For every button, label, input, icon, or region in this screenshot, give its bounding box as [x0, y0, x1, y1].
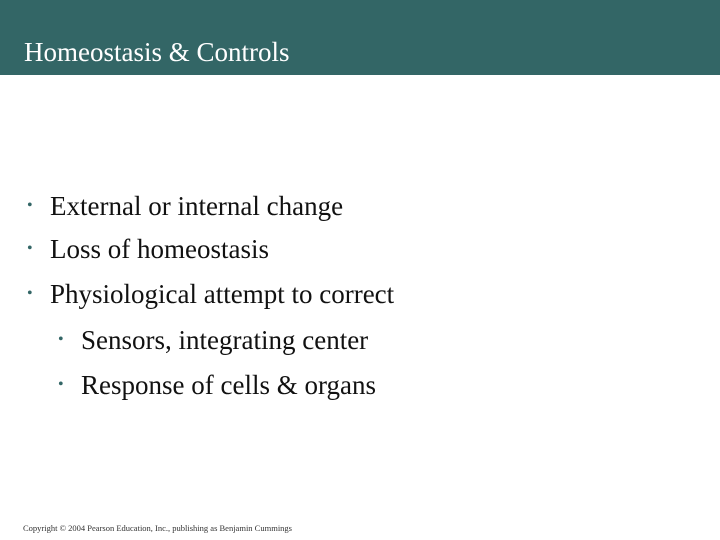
bullet-text: External or internal change — [50, 191, 344, 221]
bullet-text: Response of cells & organs — [81, 370, 376, 400]
bullet-text: Sensors, integrating center — [81, 325, 369, 355]
bullet-icon: • — [27, 240, 33, 257]
copyright-footer: Copyright © 2004 Pearson Education, Inc., publishing as Benjamin Cummings — [23, 523, 292, 533]
bullet-icon: • — [27, 197, 33, 214]
bullet-text: Physiological attempt to correct — [50, 279, 395, 309]
bullet-icon: • — [58, 331, 64, 348]
slide-title: Homeostasis & Controls — [24, 37, 290, 67]
bullet-icon: • — [27, 285, 33, 302]
bullet-text: Loss of homeostasis — [50, 234, 269, 264]
bullet-icon: • — [58, 376, 64, 393]
